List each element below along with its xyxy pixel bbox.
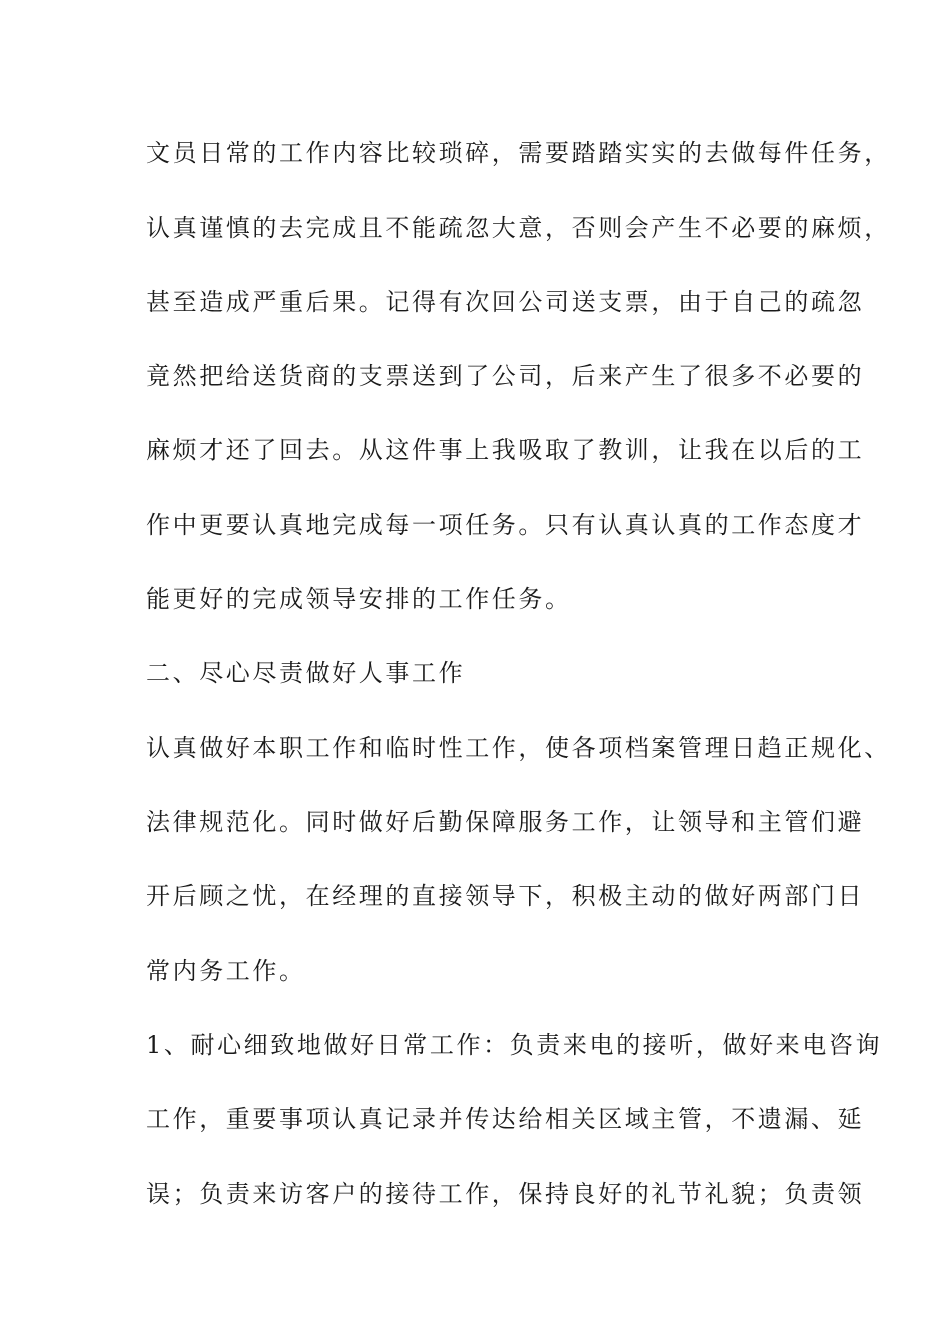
text-line: 作中更要认真地完成每一项任务。只有认真认真的工作态度才 bbox=[146, 511, 865, 539]
text-line: 甚至造成严重后果。记得有次回公司送支票，由于自己的疏忽 bbox=[146, 288, 865, 316]
text-line: 工作，重要事项认真记录并传达给相关区域主管，不遗漏、延 bbox=[146, 1105, 865, 1133]
text-line: 常内务工作。 bbox=[146, 957, 306, 985]
text-line: 误；负责来访客户的接待工作，保持良好的礼节礼貌；负责领 bbox=[146, 1180, 865, 1208]
text-line: 麻烦才还了回去。从这件事上我吸取了教训，让我在以后的工 bbox=[146, 436, 865, 464]
text-line: 能更好的完成领导安排的工作任务。 bbox=[146, 585, 572, 613]
text-line: 1、耐心细致地做好日常工作：负责来电的接听，做好来电咨询 bbox=[146, 1031, 883, 1059]
section-heading: 二、尽心尽责做好人事工作 bbox=[146, 659, 466, 687]
text-line: 认真谨慎的去完成且不能疏忽大意，否则会产生不必要的麻烦， bbox=[146, 214, 891, 242]
text-line: 竟然把给送货商的支票送到了公司，后来产生了很多不必要的 bbox=[146, 362, 865, 390]
text-line: 法律规范化。同时做好后勤保障服务工作，让领导和主管们避 bbox=[146, 808, 865, 836]
text-line: 开后顾之忧，在经理的直接领导下，积极主动的做好两部门日 bbox=[146, 882, 865, 910]
text-line: 文员日常的工作内容比较琐碎，需要踏踏实实的去做每件任务， bbox=[146, 139, 891, 167]
text-line: 认真做好本职工作和临时性工作，使各项档案管理日趋正规化、 bbox=[146, 734, 891, 762]
